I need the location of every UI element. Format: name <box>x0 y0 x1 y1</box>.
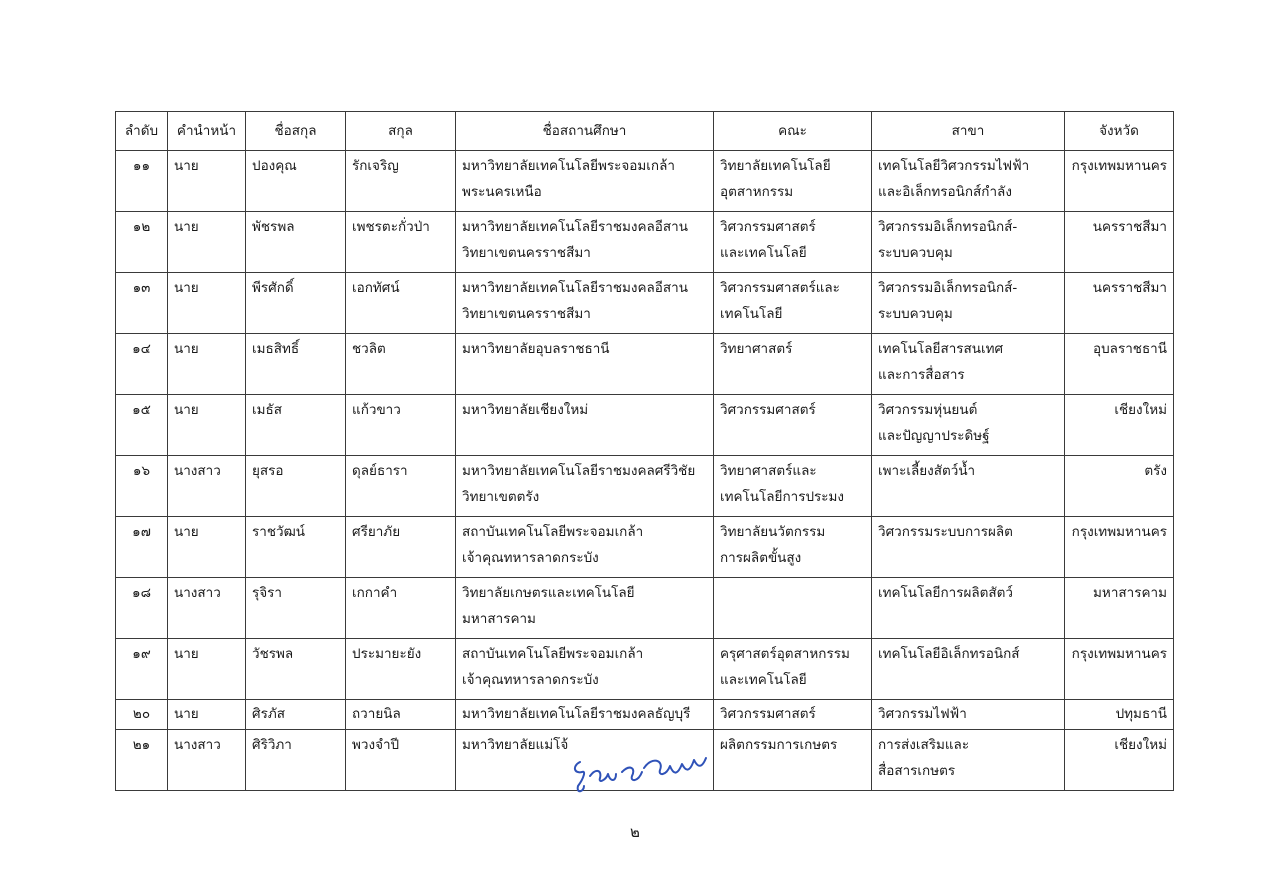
cell-prefix: นาย <box>168 151 246 212</box>
table-row <box>116 700 1174 730</box>
cell-surname: ดุลย์ธารา <box>346 456 456 517</box>
cell-province: นครราชสีมา <box>1065 212 1174 273</box>
table-row <box>116 151 1174 212</box>
cell-surname: เพชรตะกั่วป่า <box>346 212 456 273</box>
cell-order: ๑๙ <box>116 639 168 700</box>
cell-surname: ศรียาภัย <box>346 517 456 578</box>
cell-institution <box>456 395 714 456</box>
cell-institution-line: มหาวิทยาลัยเทคโนโลยีราชมงคลอีสาน <box>462 219 688 235</box>
cell-surname: ประมายะยัง <box>346 639 456 700</box>
header-province: จังหวัด <box>1065 112 1174 151</box>
header-first-name: ชื่อสกุล <box>246 112 346 151</box>
student-roster-table <box>115 111 1174 791</box>
cell-order: ๑๔ <box>116 334 168 395</box>
cell-institution <box>456 578 714 639</box>
header-surname: สกุล <box>346 112 456 151</box>
cell-province: กรุงเทพมหานคร <box>1065 517 1174 578</box>
cell-institution-line: พระนครเหนือ <box>462 184 542 200</box>
cell-institution-line: มหาวิทยาลัยแม่โจ้ <box>462 737 569 753</box>
cell-faculty <box>714 334 872 395</box>
cell-major-line: วิศวกรรมไฟฟ้า <box>878 706 967 722</box>
table-row <box>116 273 1174 334</box>
cell-faculty-line: การผลิตขั้นสูง <box>720 550 802 566</box>
cell-surname: แก้วขาว <box>346 395 456 456</box>
table-row <box>116 639 1174 700</box>
cell-institution-line: เจ้าคุณทหารลาดกระบัง <box>462 672 599 688</box>
cell-faculty-line: วิทยาศาสตร์และ <box>720 463 817 479</box>
cell-institution <box>456 334 714 395</box>
cell-surname: เอกทัศน์ <box>346 273 456 334</box>
cell-prefix: นาย <box>168 334 246 395</box>
cell-major <box>872 334 1065 395</box>
cell-major-line: ระบบควบคุม <box>878 245 953 261</box>
cell-major-line: เพาะเลี้ยงสัตว์น้ำ <box>878 463 976 479</box>
cell-major-line: และการสื่อสาร <box>878 367 965 383</box>
cell-faculty <box>714 456 872 517</box>
cell-faculty-line: และเทคโนโลยี <box>720 245 807 261</box>
cell-faculty <box>714 639 872 700</box>
cell-institution-line: วิทยาลัยเกษตรและเทคโนโลยี <box>462 585 635 601</box>
cell-province: นครราชสีมา <box>1065 273 1174 334</box>
cell-major-line: วิศวกรรมอิเล็กทรอนิกส์- <box>878 219 1018 235</box>
cell-first-name: ยุสรอ <box>246 456 346 517</box>
cell-prefix: นาย <box>168 212 246 273</box>
cell-major <box>872 212 1065 273</box>
cell-institution-line: สถาบันเทคโนโลยีพระจอมเกล้า <box>462 646 644 662</box>
cell-order: ๑๓ <box>116 273 168 334</box>
cell-major-line: วิศวกรรมระบบการผลิต <box>878 524 1013 540</box>
cell-faculty-line: วิศวกรรมศาสตร์และ <box>720 280 840 296</box>
cell-major-line: เทคโนโลยีวิศวกรรมไฟฟ้า <box>878 158 1030 174</box>
cell-faculty <box>714 273 872 334</box>
cell-institution-line: มหาวิทยาลัยเทคโนโลยีราชมงคลธัญบุรี <box>462 706 691 722</box>
cell-major <box>872 273 1065 334</box>
cell-surname: ถวายนิล <box>346 700 456 730</box>
cell-institution-line: มหาวิทยาลัยเทคโนโลยีราชมงคลอีสาน <box>462 280 688 296</box>
cell-first-name: รุจิรา <box>246 578 346 639</box>
cell-surname: ชวลิต <box>346 334 456 395</box>
cell-major-line: ระบบควบคุม <box>878 306 953 322</box>
cell-institution-line: วิทยาเขตตรัง <box>462 489 540 505</box>
cell-faculty-line: วิทยาศาสตร์ <box>720 341 793 357</box>
cell-institution-line: มหาสารคาม <box>462 611 536 627</box>
cell-major-line: และอิเล็กทรอนิกส์กำลัง <box>878 184 1012 200</box>
cell-province: ตรัง <box>1065 456 1174 517</box>
cell-faculty-line: วิทยาลัยเทคโนโลยี <box>720 158 831 174</box>
signature-image <box>560 742 720 802</box>
cell-first-name: ราชวัฒน์ <box>246 517 346 578</box>
cell-first-name: เมธสิทธิ์ <box>246 334 346 395</box>
table-row <box>116 212 1174 273</box>
cell-order: ๒๐ <box>116 700 168 730</box>
header-row <box>116 112 1174 151</box>
cell-faculty <box>714 578 872 639</box>
cell-institution-line: วิทยาเขตนครราชสีมา <box>462 245 591 261</box>
table-row <box>116 456 1174 517</box>
cell-prefix: นาย <box>168 639 246 700</box>
cell-faculty <box>714 212 872 273</box>
cell-major-line: วิศวกรรมอิเล็กทรอนิกส์- <box>878 280 1018 296</box>
cell-institution-line: มหาวิทยาลัยเชียงใหม่ <box>462 402 589 418</box>
cell-faculty <box>714 151 872 212</box>
cell-major-line: เทคโนโลยีอิเล็กทรอนิกส์ <box>878 646 1020 662</box>
cell-major-line: สื่อสารเกษตร <box>878 763 956 779</box>
cell-major <box>872 578 1065 639</box>
cell-first-name: เมธัส <box>246 395 346 456</box>
cell-faculty-line: วิศวกรรมศาสตร์ <box>720 219 816 235</box>
cell-order: ๑๑ <box>116 151 168 212</box>
cell-province: ปทุมธานี <box>1065 700 1174 730</box>
header-order: ลำดับ <box>116 112 168 151</box>
cell-major <box>872 517 1065 578</box>
cell-faculty-line: เทคโนโลยีการประมง <box>720 489 845 505</box>
cell-first-name: ปองคุณ <box>246 151 346 212</box>
cell-prefix: นาย <box>168 273 246 334</box>
cell-faculty-line: ผลิตกรรมการเกษตร <box>720 737 838 753</box>
cell-province: เชียงใหม่ <box>1065 730 1174 791</box>
cell-institution <box>456 639 714 700</box>
cell-institution <box>456 700 714 730</box>
cell-prefix: นางสาว <box>168 730 246 791</box>
cell-major <box>872 151 1065 212</box>
cell-prefix: นาย <box>168 700 246 730</box>
cell-institution <box>456 273 714 334</box>
cell-institution-line: มหาวิทยาลัยอุบลราชธานี <box>462 341 610 357</box>
cell-institution-line: วิทยาเขตนครราชสีมา <box>462 306 591 322</box>
cell-first-name: พัชรพล <box>246 212 346 273</box>
cell-prefix: นาย <box>168 395 246 456</box>
cell-province: อุบลราชธานี <box>1065 334 1174 395</box>
cell-institution-line: เจ้าคุณทหารลาดกระบัง <box>462 550 599 566</box>
cell-province: กรุงเทพมหานคร <box>1065 639 1174 700</box>
cell-surname: พวงจำปี <box>346 730 456 791</box>
header-faculty: คณะ <box>714 112 872 151</box>
cell-major <box>872 730 1065 791</box>
cell-institution <box>456 456 714 517</box>
cell-faculty <box>714 517 872 578</box>
cell-province: กรุงเทพมหานคร <box>1065 151 1174 212</box>
table-row <box>116 334 1174 395</box>
cell-order: ๑๘ <box>116 578 168 639</box>
cell-first-name: ศิรภัส <box>246 700 346 730</box>
cell-faculty <box>714 730 872 791</box>
page-number: ๒ <box>630 823 640 841</box>
cell-faculty-line: วิศวกรรมศาสตร์ <box>720 402 816 418</box>
cell-institution-line: มหาวิทยาลัยเทคโนโลยีราชมงคลศรีวิชัย <box>462 463 696 479</box>
table-row <box>116 517 1174 578</box>
cell-major <box>872 456 1065 517</box>
cell-institution <box>456 517 714 578</box>
cell-first-name: ศิริวิภา <box>246 730 346 791</box>
cell-faculty <box>714 395 872 456</box>
cell-major-line: เทคโนโลยีสารสนเทศ <box>878 341 1004 357</box>
cell-province: เชียงใหม่ <box>1065 395 1174 456</box>
cell-major-line: และปัญญาประดิษฐ์ <box>878 428 990 444</box>
cell-faculty-line: วิศวกรรมศาสตร์ <box>720 706 816 722</box>
cell-faculty-line: อุตสาหกรรม <box>720 184 794 200</box>
cell-order: ๑๕ <box>116 395 168 456</box>
table-row <box>116 578 1174 639</box>
cell-order: ๑๒ <box>116 212 168 273</box>
cell-major-line: วิศวกรรมหุ่นยนต์ <box>878 402 978 418</box>
cell-major <box>872 700 1065 730</box>
cell-first-name: พีรศักดิ์ <box>246 273 346 334</box>
cell-first-name: วัชรพล <box>246 639 346 700</box>
cell-prefix: นาย <box>168 517 246 578</box>
cell-major <box>872 639 1065 700</box>
cell-faculty-line: วิทยาลัยนวัตกรรม <box>720 524 826 540</box>
cell-surname: เกกาคำ <box>346 578 456 639</box>
cell-institution <box>456 212 714 273</box>
header-major: สาขา <box>872 112 1065 151</box>
cell-major <box>872 395 1065 456</box>
cell-surname: รักเจริญ <box>346 151 456 212</box>
cell-major-line: การส่งเสริมและ <box>878 737 970 753</box>
cell-major-line: เทคโนโลยีการผลิตสัตว์ <box>878 585 1013 601</box>
table-row <box>116 395 1174 456</box>
cell-institution-line: สถาบันเทคโนโลยีพระจอมเกล้า <box>462 524 644 540</box>
cell-order: ๑๗ <box>116 517 168 578</box>
cell-prefix: นางสาว <box>168 456 246 517</box>
cell-institution <box>456 151 714 212</box>
cell-faculty-line: ครุศาสตร์อุตสาหกรรม <box>720 646 850 662</box>
cell-faculty-line: และเทคโนโลยี <box>720 672 807 688</box>
header-prefix: คำนำหน้า <box>168 112 246 151</box>
cell-institution-line: มหาวิทยาลัยเทคโนโลยีพระจอมเกล้า <box>462 158 675 174</box>
header-institution: ชื่อสถานศึกษา <box>456 112 714 151</box>
cell-faculty <box>714 700 872 730</box>
cell-order: ๑๖ <box>116 456 168 517</box>
cell-province: มหาสารคาม <box>1065 578 1174 639</box>
cell-faculty-line: เทคโนโลยี <box>720 306 783 322</box>
cell-prefix: นางสาว <box>168 578 246 639</box>
cell-order: ๒๑ <box>116 730 168 791</box>
